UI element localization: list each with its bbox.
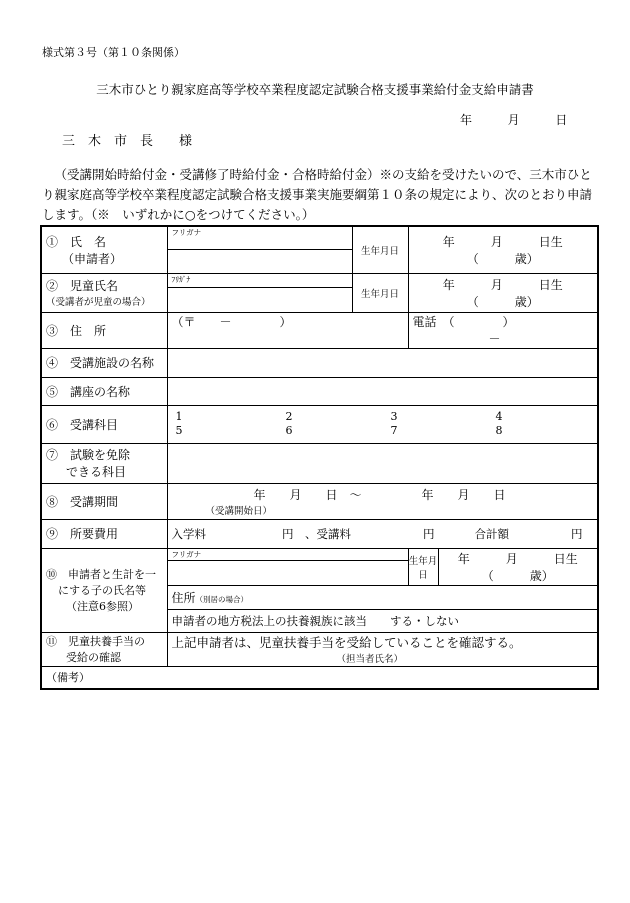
household-child-name-field[interactable] [167,560,408,585]
table-row [41,666,598,689]
subjects-label: ⑥ 受講科目 [41,405,167,443]
table-row [41,548,598,560]
subjects-field[interactable] [167,405,598,443]
household-child-birthdate-label: 生年月日 [408,548,438,585]
applicant-furigana-field[interactable]: フリガナ [167,226,352,249]
table-row [41,483,598,519]
cost-yen-label: 円 、受講料 [282,526,351,541]
subject-3: 3 [390,410,398,423]
course-label: ⑤ 講座の名称 [41,377,167,405]
household-child-label: ⑩ 申請者と生計を一 にする子の氏名等 （注意6参照） [41,548,167,632]
exempt-subjects-label: ⑦ 試験を免除 できる科目 [41,443,167,483]
table-row [41,377,598,405]
cost-label: ⑨ 所要費用 [41,519,167,548]
table-row [41,226,598,249]
subject-7: 7 [390,424,398,437]
address-field[interactable]: （〒 － ） [167,312,408,348]
facility-label: ④ 受講施設の名称 [41,348,167,377]
date-month-label: 月 [507,113,520,127]
subject-6: 6 [285,424,293,437]
household-child-birthdate-field[interactable]: 年 月 日生 （ 歳） [438,548,598,585]
table-row [41,348,598,377]
date-day-label: 日 [555,113,568,127]
subject-2: 2 [285,410,293,423]
course-field[interactable] [167,377,598,405]
cost-field[interactable] [167,519,598,548]
form-title: 三木市ひとり親家庭高等学校卒業程度認定試験合格支援事業給付金支給申請書 [96,82,534,97]
form-number: 様式第３号（第１０条関係） [42,46,185,59]
table-row [41,405,598,443]
dependent-status-field[interactable]: 申請者の地方税法上の扶養親族に該当 する・しない [167,609,598,632]
facility-field[interactable] [167,348,598,377]
addressee: 三 木 市 長 様 [62,134,193,149]
cost-entry-label: 入学料 [171,526,206,541]
subject-5: 5 [175,424,183,437]
child-birthdate-label: 生年月日 [352,273,408,312]
child-birthdate-field[interactable]: 年 月 日生 （ 歳） [408,273,598,312]
table-row [41,312,598,348]
child-name-label: ② 児童氏名 （受講者が児童の場合） [41,273,167,312]
allowance-confirmation-label: ⑪ 児童扶養手当の 受給の確認 [41,632,167,666]
table-row [41,519,598,548]
applicant-birthdate-field[interactable]: 年 月 日生 （ 歳） [408,226,598,273]
cost-total-label: 合計額 [474,526,509,541]
date-year-label: 年 [460,113,473,127]
address-label: ③ 住 所 [41,312,167,348]
allowance-confirmation-field[interactable]: 上記申請者は、児童扶養手当を受給していることを確認する。 （担当者氏名） [167,632,598,666]
table-row [41,632,598,666]
date-line [460,111,567,128]
remarks-field[interactable]: （備考） [41,666,598,689]
subject-1: 1 [175,410,183,423]
cost-yen-label: 円 [571,526,583,541]
table-row [41,443,598,483]
intro-text [42,165,592,225]
applicant-name-field[interactable] [167,249,352,273]
applicant-birthdate-label: 生年月日 [352,226,408,273]
phone-field[interactable]: 電話 （ ） － [408,312,598,348]
child-furigana-field[interactable]: ﾌﾘｶﾞﾅ [167,273,352,287]
exempt-subjects-field[interactable] [167,443,598,483]
period-label: ⑧ 受講期間 [41,483,167,519]
separate-address-field[interactable]: 住所（別居の場合） [167,585,598,609]
subject-4: 4 [495,410,503,423]
application-form-table [40,225,599,690]
cost-yen-label: 円 [423,526,435,541]
subject-8: 8 [495,424,503,437]
intro-paragraph: （受講開始時給付金・受講修了時給付金・合格時給付金）※の支給を受けたいので、三木市ひとり親家庭高等学校卒業程度認定試験合格支援事業実施要綱第１０条の規定により、次のとおり申請します。（※ いずれかに○をつけてください。） [42,167,593,222]
child-name-field[interactable] [167,287,352,312]
applicant-name-label: ① 氏 名 （申請者） [41,226,167,273]
household-child-furigana-field[interactable]: フリガナ [167,548,408,560]
table-row [41,273,598,287]
period-field[interactable]: 年 月 日 ～ 年 月 日 （受講開始日） [167,483,598,519]
